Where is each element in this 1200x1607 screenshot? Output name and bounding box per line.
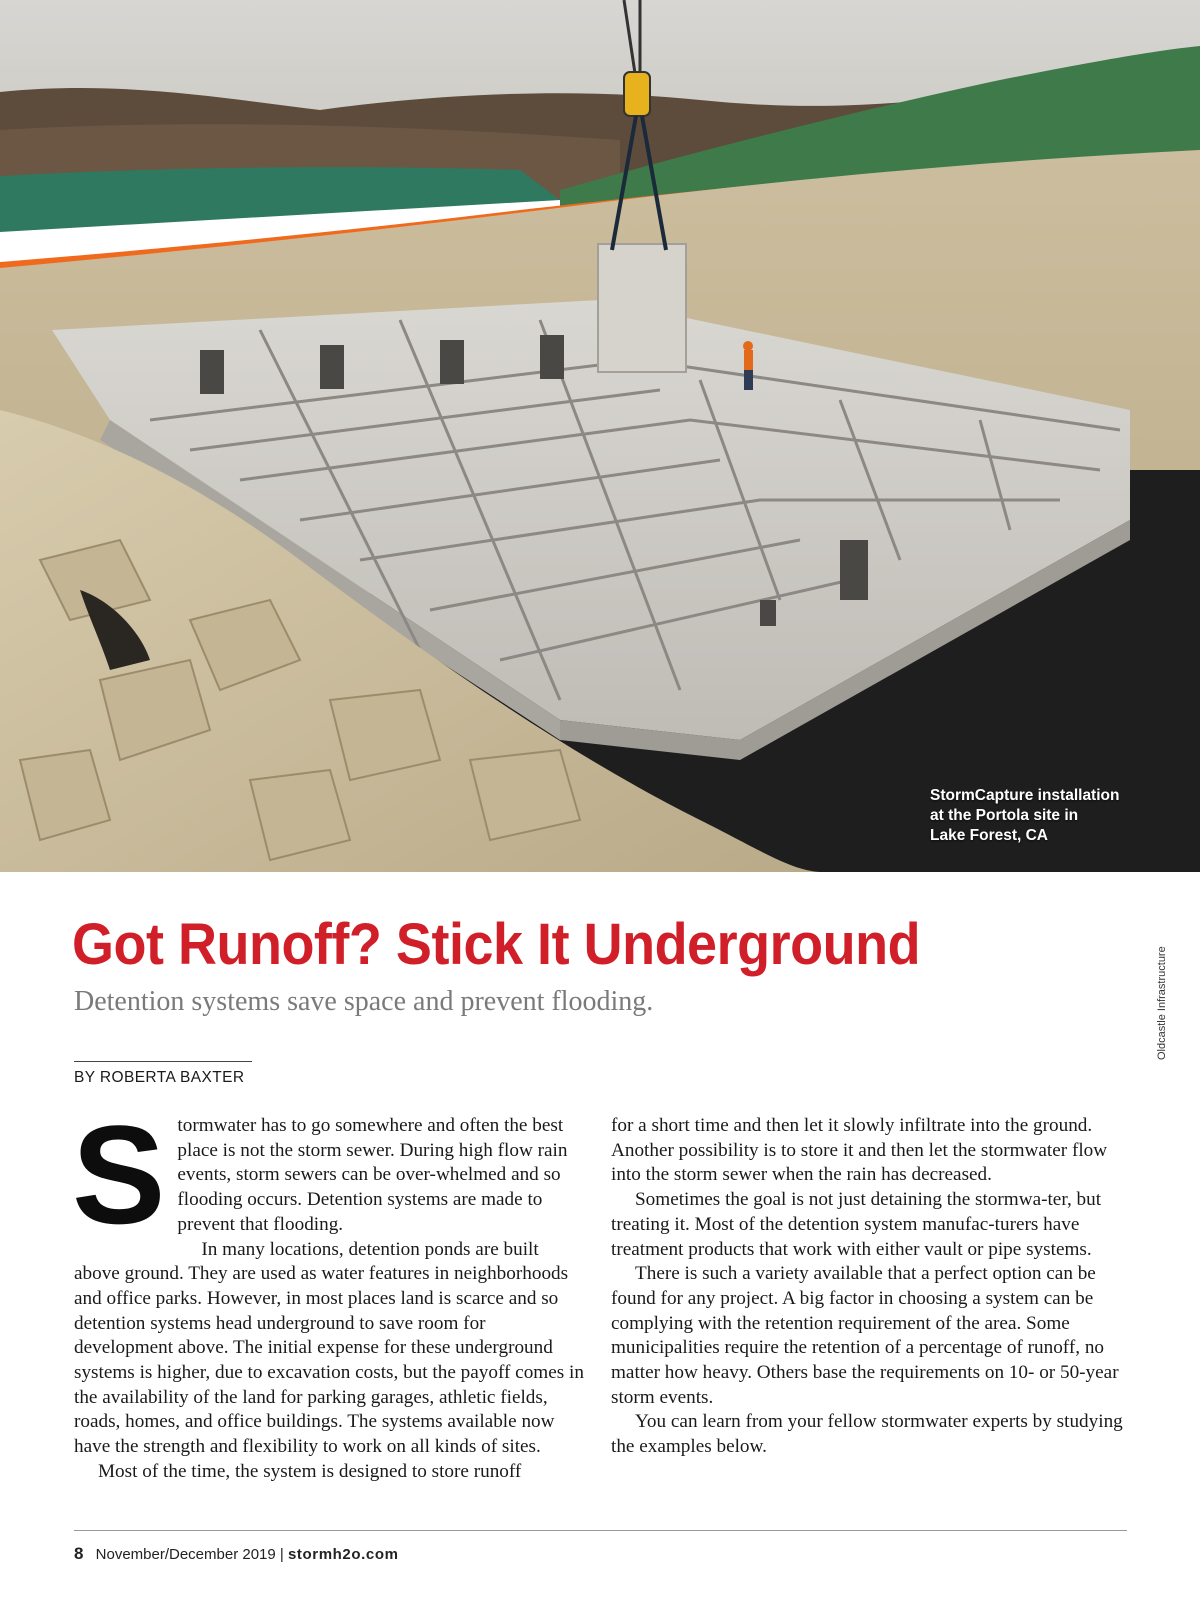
body-column-left	[72, 1096, 586, 1485]
paragraph: In many locations, detention ponds are built above ground. They are used as water features in neighborhoods and office parks. However, in most places land is scarce and so detention systems head underground to save room for development above. The initial expense for these underground systems is higher, due to excavation costs, but the payoff comes in the availability of the land for parking garages, athletic fields, roads, homes, and office buildings. The systems available now have the strength and flexibility to work on all kinds of sites.	[74, 1238, 584, 1458]
byline: BY ROBERTA BAXTER	[74, 1069, 245, 1086]
paragraph-text: tormwater has to go somewhere and often the best place is not the storm sewer. During high flow rain events, storm sewers can be over-whelmed and so flooding occurs. Detention systems are made to prevent that flooding.	[177, 1115, 568, 1235]
paragraph: You can learn from your fellow stormwater experts by studying the examples below.	[611, 1411, 1123, 1458]
caption-line: Lake Forest, CA	[930, 827, 1049, 844]
paragraph: There is such a variety available that a perfect option can be found for any project. A big factor in choosing a system can be complying with the retention requirement of the area. Some municipalities require the retention of a percentage of runoff, no matter how heavy. Others base the requirements on 10- or 50-year storm events.	[611, 1263, 1119, 1408]
paragraph: Most of the time, the system is designed to store runoff	[98, 1460, 522, 1482]
footer-divider	[74, 1530, 1127, 1531]
issue-date: November/December 2019	[95, 1546, 276, 1563]
caption-line: at the Portola site in	[930, 807, 1079, 824]
paragraph: Sometimes the goal is not just detaining the stormwa-ter, but treating it. Most of the detention system manufac-turers have treatment products that work with either vault or pipe systems.	[611, 1189, 1102, 1260]
footer-separator: |	[279, 1546, 284, 1563]
paragraph	[72, 1096, 586, 1253]
drop-cap: S	[72, 1096, 166, 1253]
byline-divider	[74, 1061, 252, 1062]
article-title: Got Runoff? Stick It Underground	[72, 912, 921, 977]
page-footer	[74, 1544, 399, 1564]
body-column-right	[611, 1114, 1123, 1460]
photo-caption	[930, 786, 1170, 846]
website-link[interactable]: stormh2o.com	[287, 1546, 399, 1563]
photo-credit: Oldcastle Infrastructure	[1156, 946, 1168, 1060]
page-number: 8	[74, 1544, 84, 1563]
article-subtitle: Detention systems save space and prevent flooding.	[74, 986, 654, 1017]
paragraph: for a short time and then let it slowly infiltrate into the ground. Another possibility is to store it and then let the stormwater flow into the storm sewer when the rain has decreased.	[611, 1115, 1108, 1186]
caption-line: StormCapture installation	[930, 787, 1120, 804]
